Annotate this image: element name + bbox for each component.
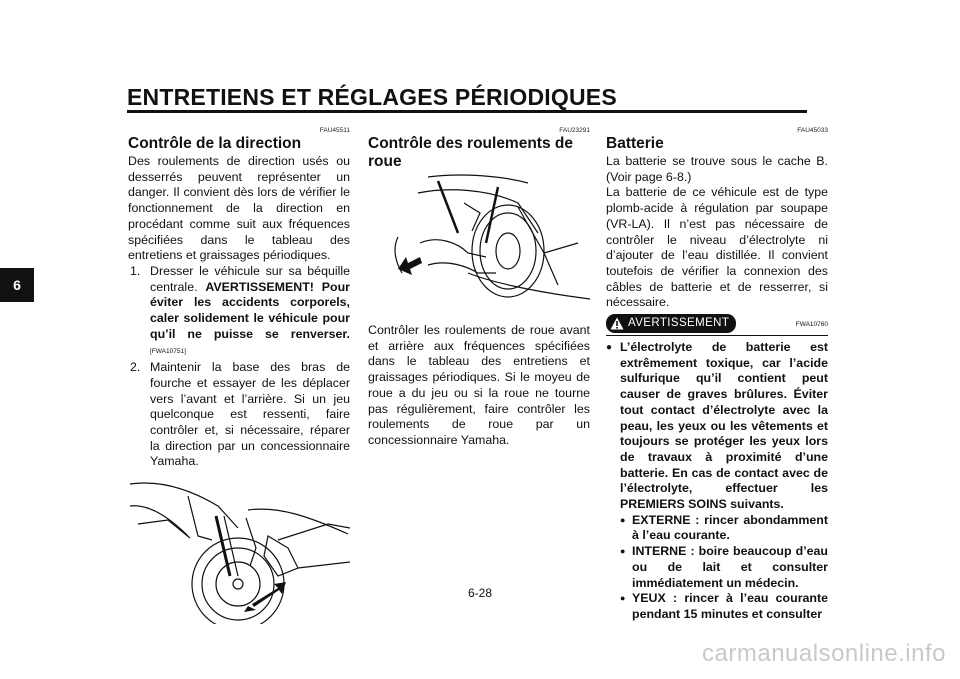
page-header — [127, 84, 827, 110]
step-number: 2. — [130, 360, 141, 375]
watermark-link[interactable]: carmanualsonline.info — [702, 640, 946, 667]
battery-location: La batterie se trouve sous le cache B. (Voir page 6-8.) — [606, 154, 828, 184]
step-item — [128, 360, 350, 470]
chapter-tab[interactable]: 6 — [0, 268, 34, 302]
bullet-icon: ● — [620, 593, 626, 604]
wheel-check-drawing — [368, 173, 590, 301]
warning-text: L’électrolyte de batterie est extrêmement toxique, car l’acide sulfurique qu’il contient peut causer de graves brûlures. Éviter tout contact d’électrolyte avec la peau, les yeux ou les vêtements et toujours se protéger les yeux lors de travaux à proximité d’une batterie. En cas de contact avec de l’électrolyte, effectuer les PREMIERS SOINS suivants. — [620, 340, 828, 512]
column-wheel-bearings — [368, 126, 590, 449]
steering-intro: Des roulements de direction usés ou desserrés peuvent représenter un danger. Il convient dès lors de vérifier le fonctionnement de la direction en procédant comme suit aux fréquences spécifiées dans le tableau des entretiens et graissages périodiques. — [128, 154, 350, 263]
step-text — [150, 264, 350, 360]
fork-check-drawing — [128, 476, 350, 624]
first-aid-item — [620, 544, 828, 591]
first-aid-text: INTERNE : boire beaucoup d’eau ou de lait et consulter immédiatement un médecin. — [632, 544, 828, 590]
step-item — [128, 264, 350, 360]
step-number: 1. — [130, 263, 141, 278]
first-aid-text: EXTERNE : rincer abondamment à l’eau courante. — [632, 512, 828, 543]
warning-triangle-icon — [610, 317, 624, 330]
section-code: FAU45511 — [319, 127, 350, 134]
bullet-icon: ● — [606, 342, 613, 354]
warning-header — [606, 314, 828, 333]
first-aid-text: YEUX : rincer à l’eau courante pendant 15 minutes et consulter — [632, 591, 828, 621]
warning-label: AVERTISSEMENT — [628, 316, 730, 329]
column-steering — [128, 126, 350, 624]
column-battery — [606, 126, 828, 623]
steering-illustration — [128, 476, 350, 624]
warning-item — [606, 340, 828, 513]
warning-badge — [606, 314, 736, 333]
warning-code: FWA10760 — [795, 321, 828, 329]
bullet-icon: ● — [620, 514, 626, 525]
warning-rule — [606, 335, 828, 336]
header-rule — [127, 110, 807, 113]
step-warning: AVERTISSEMENT! Pour éviter les accidents corporels, caler solidement le véhicule pour qu’il ne puisse se renverser. — [150, 279, 350, 341]
section-title-steering: Contrôle de la direction — [128, 135, 302, 152]
battery-description: La batterie de ce véhicule est de type plomb-acide à régulation par soupape (VR-LA). Il n’est pas nécessaire de contrôler le niveau d’électrolyte ni d’ajouter de l’eau distillée. Il convient toutefois de vérifier la connexion des câbles de batterie et de resserrer, si nécessaire. — [606, 185, 828, 310]
first-aid-item — [620, 513, 828, 544]
section-code: FAU45033 — [797, 127, 828, 134]
wheel-bearings-text: Contrôler les roulements de roue avant et arrière aux fréquences spécifiées dans le tableau des entretiens et graissages périodiques. Si le moyeu de roue a du jeu ou si la roue ne tourne pas régulièrement, faire contrôler les roulements de roue par un concessionnaire Yamaha. — [368, 323, 590, 447]
bullet-icon: ● — [620, 546, 626, 557]
wheel-illustration — [368, 173, 590, 301]
section-title-battery: Batterie — [606, 135, 664, 152]
warning-code: [FWA10751] — [150, 348, 186, 356]
section-code: FAU23291 — [559, 127, 590, 134]
page-number: 6-28 — [467, 586, 493, 600]
section-title-wheel-bearings: Contrôle des roulements de roue — [368, 135, 573, 170]
step-instruction: Dresser le véhicule sur sa béquille centrale. — [150, 263, 350, 294]
step-text: Maintenir la base des bras de fourche et essayer de les déplacer vers l’avant et l’arrière. Si un jeu quelconque est ressenti, faire contrôler et, si nécessaire, réparer la direction par un concessionnaire Yamaha. — [150, 360, 350, 469]
page-title: ENTRETIENS ET RÉGLAGES PÉRIODIQUES — [127, 84, 617, 110]
